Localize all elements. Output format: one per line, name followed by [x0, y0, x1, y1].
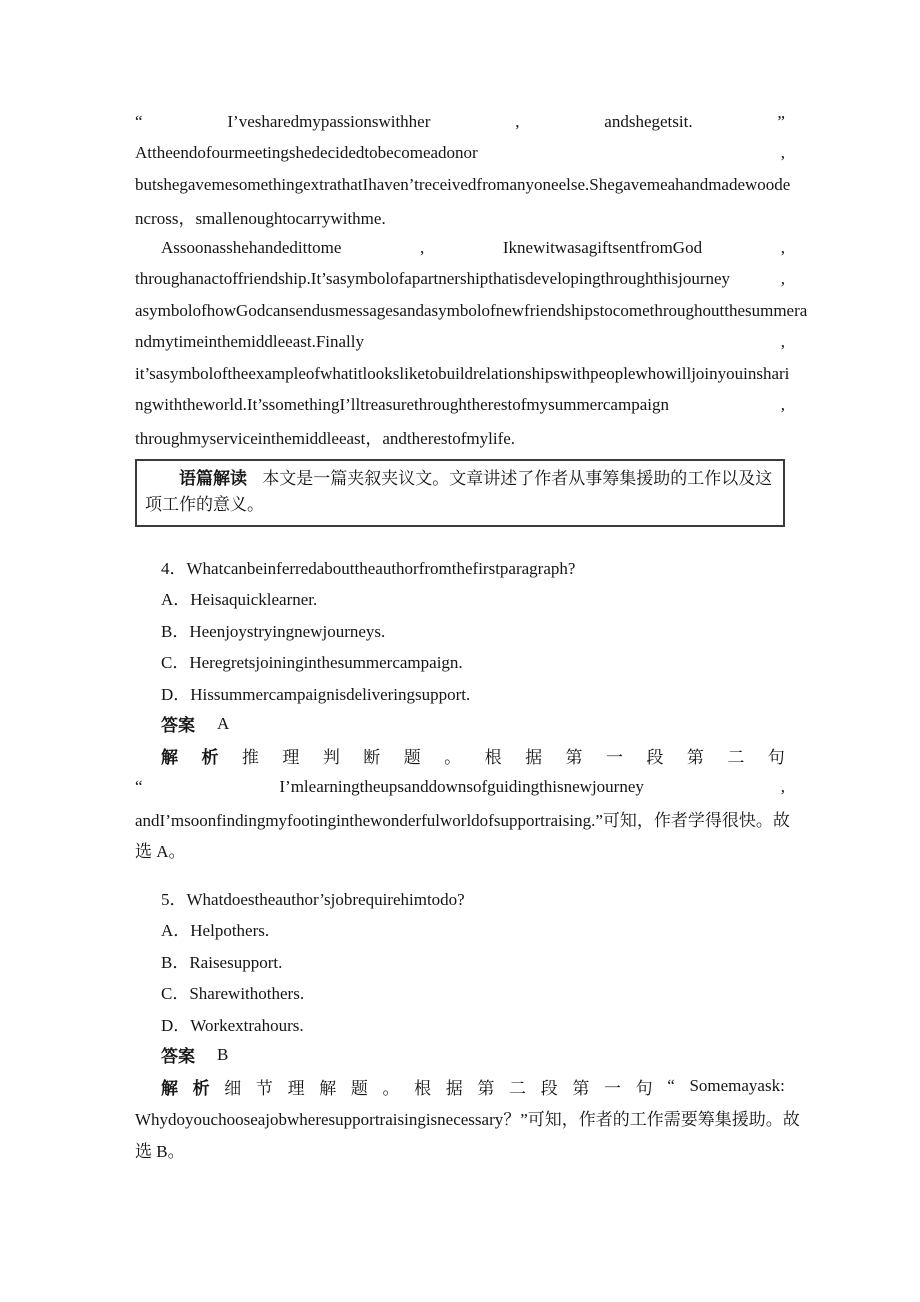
text-segment: B [217, 1044, 229, 1064]
text-segment: 选 A。 [135, 842, 186, 862]
text-segment: 解 [319, 1078, 337, 1098]
question-5-option-d [135, 1008, 785, 1040]
text-segment: “ [135, 111, 143, 131]
text-segment: asymbolofhowGodcansendusmessagesandasymbolofnewfriendshipstocomethroughoutthesummera [135, 300, 808, 320]
text-segment: 句 [635, 1078, 653, 1098]
text-segment: 解 [161, 747, 178, 767]
text-segment: , [780, 776, 785, 796]
summary-paragraph [145, 466, 773, 518]
text-segment: 一 [603, 1078, 621, 1098]
text-segment: 第 [572, 1078, 590, 1098]
text-segment: andshegetsit. [604, 111, 693, 131]
passage-line [135, 201, 785, 233]
passage-line [135, 390, 785, 422]
text-segment: throughanactoffriendship.It’sasymbolofapartnershipthatisdevelopingthroughthisjourney [135, 269, 731, 289]
text-segment: ngwiththeworld.It’ssomethingI’lltreasurethroughtherestofmysummercampaign [135, 395, 669, 415]
passage-line [135, 106, 785, 138]
text-segment: “ [667, 1076, 675, 1096]
passage-line [135, 169, 791, 201]
text-segment: 析 [201, 747, 219, 767]
text-segment: 据 [445, 1078, 463, 1098]
question-4-analysis-line [135, 834, 785, 866]
text-segment: 根 [484, 747, 502, 767]
question-5-option-b [135, 945, 785, 977]
question-4-option-c [135, 645, 785, 677]
text-segment: 析 [192, 1078, 210, 1098]
text-segment: 第 [565, 747, 583, 767]
text-segment: Whydoyouchooseajobwheresupportraisingisnecessary？”可知，作者的工作需要筹集援助。故 [135, 1110, 800, 1130]
text-segment: 理 [287, 1078, 305, 1098]
text-segment: it’sasymboloftheexampleofwhatitlooksliketobuildrelationshipswithpeoplewhowilljoinyouinshari [135, 363, 790, 383]
text-segment: , [780, 237, 785, 257]
text-segment: andI’msoonfindingmyfootinginthewonderfulworldofsupportraising.”可知，作者学得很快。故 [135, 810, 790, 830]
question-5-block [135, 882, 800, 1166]
text-segment: ndmytimeinthemiddleeast.Finally [135, 332, 364, 352]
text-segment: throughmyserviceinthemiddleeast，andtherestofmylife. [135, 429, 516, 449]
question-5-analysis-line [135, 1071, 785, 1103]
text-segment: I’vesharedmypassionswithher [227, 111, 431, 131]
text-segment: 节 [255, 1078, 273, 1098]
text-segment: A [217, 713, 230, 733]
question-5-text [135, 882, 785, 914]
text-segment: 第 [686, 747, 704, 767]
text-segment: 一 [605, 747, 623, 767]
text-segment: 细 [224, 1078, 242, 1098]
text-segment: , [780, 395, 785, 415]
text-segment: , [419, 237, 425, 257]
text-segment: 段 [540, 1078, 558, 1098]
passage-line [135, 421, 785, 453]
text-segment: C．Sharewithothers. [161, 984, 305, 1004]
text-segment: 理 [282, 747, 300, 767]
question-4-analysis-line [135, 771, 785, 803]
text-segment: 断 [363, 747, 381, 767]
text-segment: 二 [727, 747, 745, 767]
passage-line [135, 264, 785, 296]
passage-line [135, 232, 785, 264]
text-segment: ” [777, 111, 785, 131]
passage-paragraph-2 [135, 232, 808, 453]
text-segment: 第 [477, 1078, 495, 1098]
text-segment: A．Helpothers. [161, 921, 270, 941]
text-segment: 。 [382, 1078, 400, 1098]
question-5-answer-line [135, 1039, 785, 1071]
summary-text: 本文是一篇夹叙夹议文。文章讲述了作者从事筹集援助的工作以及这项工作的意义。 [145, 468, 773, 514]
text-segment: 根 [414, 1078, 432, 1098]
text-segment: D．Hissummercampaignisdeliveringsupport. [161, 684, 471, 704]
text-segment: 题 [403, 747, 421, 767]
text-segment: Assoonasshehandedittome [161, 237, 342, 257]
text-segment: 二 [509, 1078, 527, 1098]
text-segment: 句 [767, 747, 785, 767]
question-4-option-b [135, 614, 785, 646]
question-4-option-a [135, 582, 785, 614]
text-segment: , [780, 143, 785, 163]
text-segment: ncross，smallenoughtocarrywithme. [135, 208, 386, 228]
text-segment: 判 [322, 747, 340, 767]
summary-label: 语篇解读 [179, 468, 247, 488]
text-segment: A．Heisaquicklearner. [161, 590, 318, 610]
question-4-analysis-line [135, 803, 790, 835]
text-segment: B．Heenjoystryingnewjourneys. [161, 621, 386, 641]
text-segment: 解 [161, 1078, 178, 1098]
passage-line [135, 295, 808, 327]
text-segment: “ [135, 776, 143, 796]
text-segment: 推 [241, 747, 259, 767]
text-segment: I’mlearningtheupsanddownsofguidingthisnewjourney [279, 776, 644, 796]
passage-line [135, 327, 785, 359]
text-segment: 答案 [161, 1047, 195, 1067]
text-segment: 答案 [161, 716, 195, 736]
text-segment: butshegavemesomethingextrathatIhaven’treceivedfromanyoneelse.Shegavemeahandmadewoode [135, 174, 791, 194]
question-4-analysis-line [135, 740, 785, 772]
text-segment: D．Workextrahours. [161, 1015, 304, 1035]
text-segment: IknewitwasagiftsentfromGod [502, 237, 703, 257]
passage-paragraph-1 [135, 106, 791, 232]
text-segment: 。 [444, 747, 462, 767]
question-4-block [135, 551, 790, 866]
question-5-option-c [135, 976, 785, 1008]
text-segment: Somemayask: [689, 1076, 785, 1096]
text-segment: B．Raisesupport. [161, 952, 283, 972]
passage-summary-box [135, 459, 785, 527]
question-4-answer-line [135, 708, 785, 740]
text-segment: C．Heregretsjoininginthesummercampaign. [161, 653, 463, 673]
text-segment: 5．Whatdoestheauthor’sjobrequirehimtodo? [161, 889, 465, 909]
question-5-analysis-line [135, 1134, 785, 1166]
text-segment: , [780, 332, 785, 352]
text-segment: , [515, 111, 520, 131]
question-5-option-a [135, 913, 785, 945]
text-segment: 据 [525, 747, 543, 767]
text-segment: Attheendofourmeetingshedecidedtobecomeadonor [135, 143, 478, 163]
text-segment: 选 B。 [135, 1141, 185, 1161]
passage-line [135, 138, 785, 170]
text-segment: 段 [646, 747, 664, 767]
passage-line [135, 358, 790, 390]
text-segment: , [780, 269, 785, 289]
question-4-text [135, 551, 785, 583]
question-4-option-d [135, 677, 785, 709]
text-segment: 题 [350, 1078, 368, 1098]
question-5-analysis-line [135, 1102, 800, 1134]
text-segment: 4．Whatcanbeinferredabouttheauthorfromthefirstparagraph? [161, 558, 576, 578]
